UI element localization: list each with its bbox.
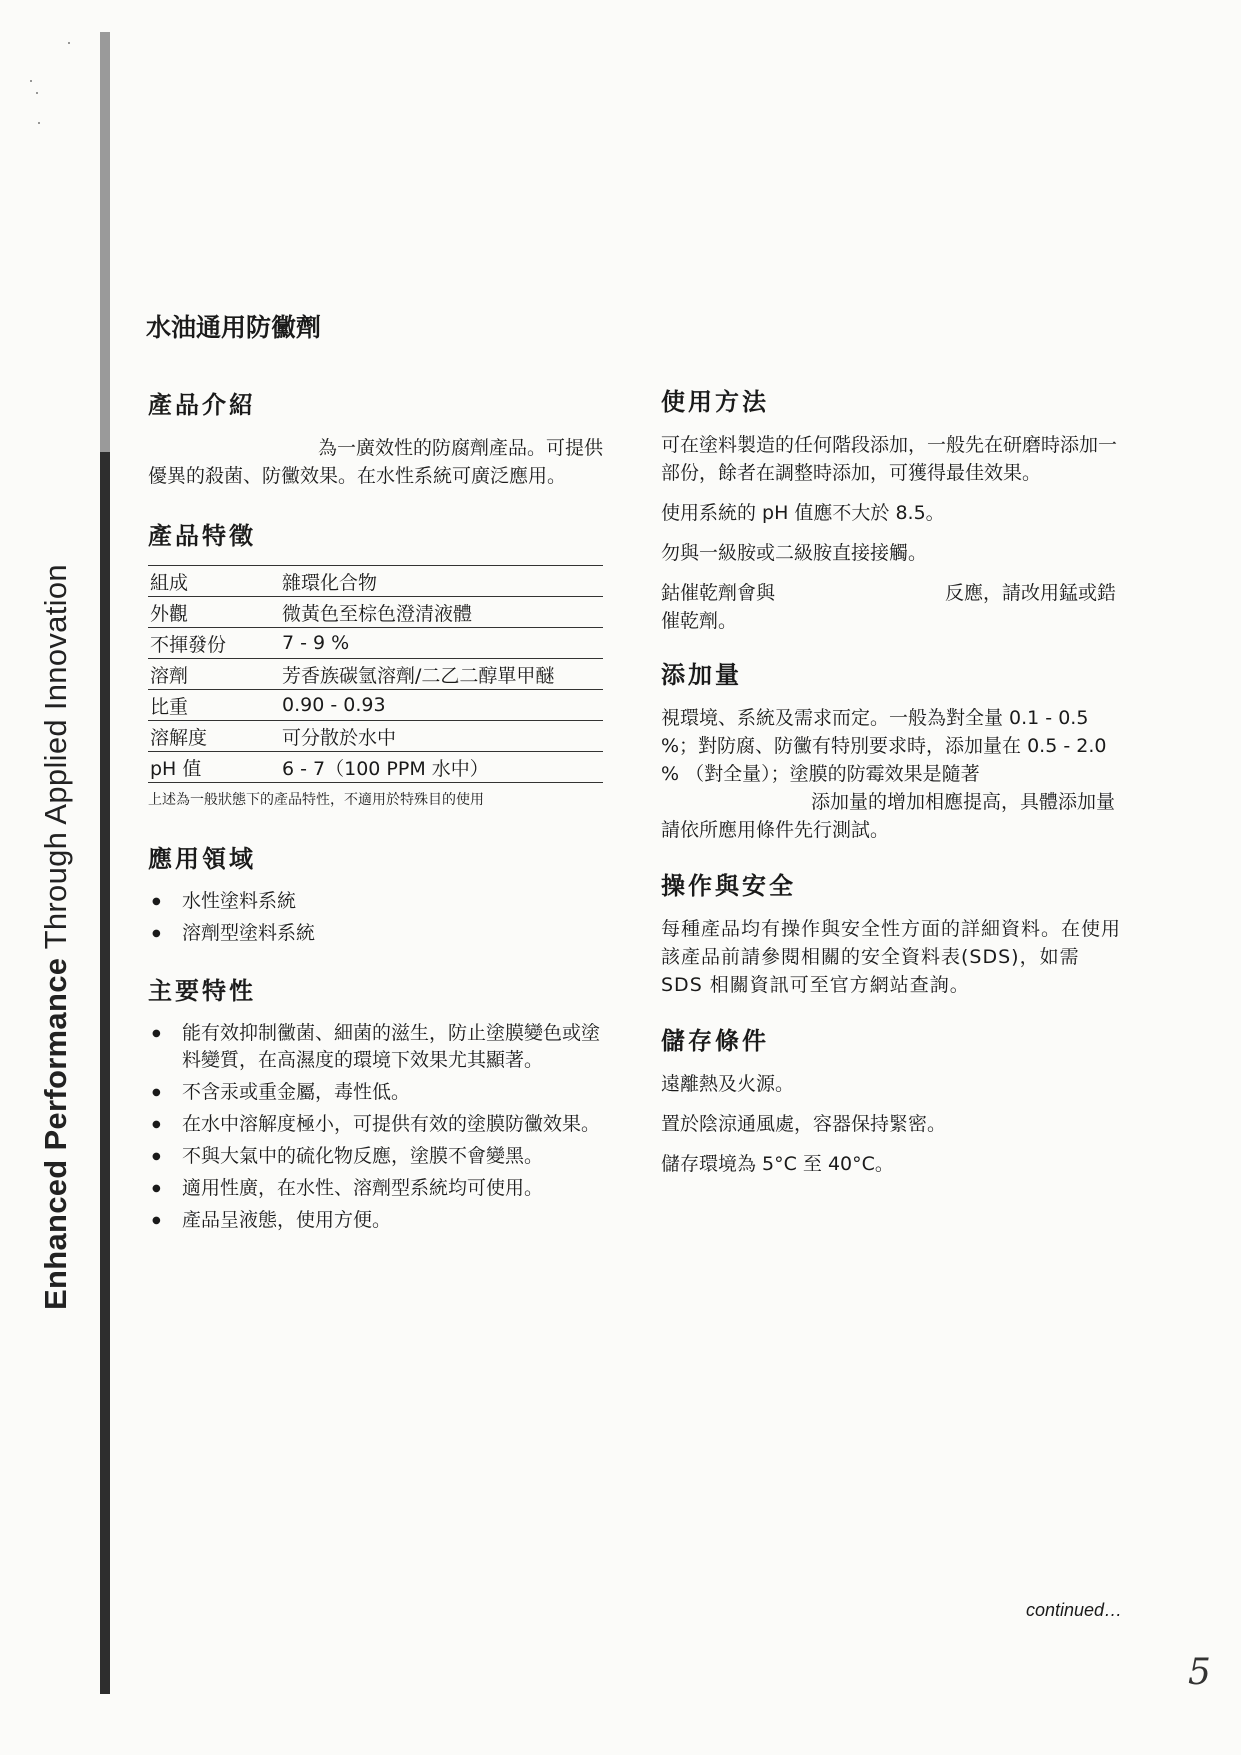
usage-text-1: 可在塗料製造的任何階段添加，一般先在研磨時添加一部份，餘者在調整時添加，可獲得最佳效果。	[661, 434, 1118, 484]
spec-value: 0.90 - 0.93	[280, 690, 603, 721]
scan-mark	[38, 122, 40, 124]
properties-heading: 主要特性	[148, 977, 256, 1005]
properties-list	[148, 1020, 610, 1234]
storage-text-2: 置於陰涼通風處，容器保持緊密。	[661, 1113, 947, 1135]
spec-key: 比重	[148, 690, 280, 721]
spec-value: 微黃色至棕色澄清液體	[280, 597, 603, 628]
safety-heading: 操作與安全	[661, 872, 796, 900]
dosage-text: 視環境、系統及需求而定。一般為對全量 0.1 - 0.5 %；對防腐、防黴有特別要求時，添加量在 0.5 - 2.0 % （對全量）；塗膜的防霉效果是隨著添加量的增加相應提高，具體添加量請依所應用條件先行測試。	[661, 707, 1116, 841]
intro-heading: 產品介紹	[148, 391, 256, 419]
slogan-bold: Enhanced Performance	[38, 957, 73, 1310]
usage-text-2: 使用系統的 pH 值應不大於 8.5。	[661, 502, 945, 524]
scan-mark	[36, 92, 38, 94]
list-item: ● 水性塗料系統	[148, 888, 610, 915]
features-heading: 產品特徵	[148, 522, 256, 550]
spec-key: 組成	[148, 566, 280, 597]
spec-key: 溶解度	[148, 721, 280, 752]
spec-key: 溶劑	[148, 659, 280, 690]
usage-text-3: 勿與一級胺或二級胺直接接觸。	[661, 542, 928, 564]
spec-value: 芳香族碳氫溶劑/二乙二醇單甲醚	[280, 659, 603, 690]
list-item: ● 能有效抑制黴菌、細菌的滋生，防止塗膜變色或塗料變質，在高濕度的環境下效果尤其顯著。	[148, 1020, 610, 1074]
spec-key: 不揮發份	[148, 628, 280, 659]
usage-text-4: 鈷催乾劑會與 反應，請改用錳或鋯催乾劑。	[661, 582, 1117, 632]
table-row	[148, 628, 603, 659]
spec-value: 可分散於水中	[280, 721, 603, 752]
spec-value: 雜環化合物	[280, 566, 603, 597]
storage-heading: 儲存條件	[661, 1027, 769, 1055]
spec-value: 6 - 7（100 PPM 水中）	[280, 752, 603, 783]
list-item: ● 產品呈液態，使用方便。	[148, 1207, 610, 1234]
usage-heading: 使用方法	[661, 388, 769, 416]
list-item: ● 溶劑型塗料系統	[148, 920, 610, 947]
table-row	[148, 690, 603, 721]
table-row	[148, 597, 603, 628]
slogan-rest: Through Applied Innovation	[38, 564, 73, 958]
spec-value: 7 - 9 %	[280, 628, 603, 659]
spec-key: pH 值	[148, 752, 280, 783]
scan-mark	[30, 80, 32, 82]
scan-mark	[68, 42, 70, 44]
table-row	[148, 659, 603, 690]
table-row	[148, 566, 603, 597]
side-color-bar	[100, 32, 110, 1694]
safety-text: 每種產品均有操作與安全性方面的詳細資料。在使用該產品前請參閱相關的安全資料表(SDS)，如需 SDS 相關資訊可至官方網站查詢。	[661, 918, 1122, 996]
intro-text: 為一廣效性的防腐劑產品。可提供優異的殺菌、防黴效果。在水性系統可廣泛應用。	[148, 437, 604, 487]
right-column	[661, 382, 1121, 1190]
storage-text-3: 儲存環境為 5°C 至 40°C。	[661, 1153, 894, 1175]
features-table	[148, 565, 603, 783]
list-item: ● 不與大氣中的硫化物反應，塗膜不會變黑。	[148, 1143, 610, 1170]
applications-list	[148, 888, 610, 947]
list-item: ● 不含汞或重金屬，毒性低。	[148, 1079, 610, 1106]
spec-key: 外觀	[148, 597, 280, 628]
applications-heading: 應用領域	[148, 845, 256, 873]
storage-text-1: 遠離熱及火源。	[661, 1073, 795, 1095]
left-column	[148, 385, 610, 1252]
features-note: 上述為一般狀態下的產品特性，不適用於特殊目的使用	[148, 792, 484, 808]
continued-note: continued…	[1026, 1600, 1123, 1620]
page-number: 5	[1188, 1652, 1211, 1693]
list-item: ● 適用性廣，在水性、溶劑型系統均可使用。	[148, 1175, 610, 1202]
dosage-heading: 添加量	[661, 661, 742, 689]
list-item: ● 在水中溶解度極小，可提供有效的塗膜防黴效果。	[148, 1111, 610, 1138]
table-row	[148, 752, 603, 783]
table-row	[148, 721, 603, 752]
document-title: 水油通用防黴劑	[146, 313, 322, 342]
brand-slogan	[38, 564, 74, 1310]
